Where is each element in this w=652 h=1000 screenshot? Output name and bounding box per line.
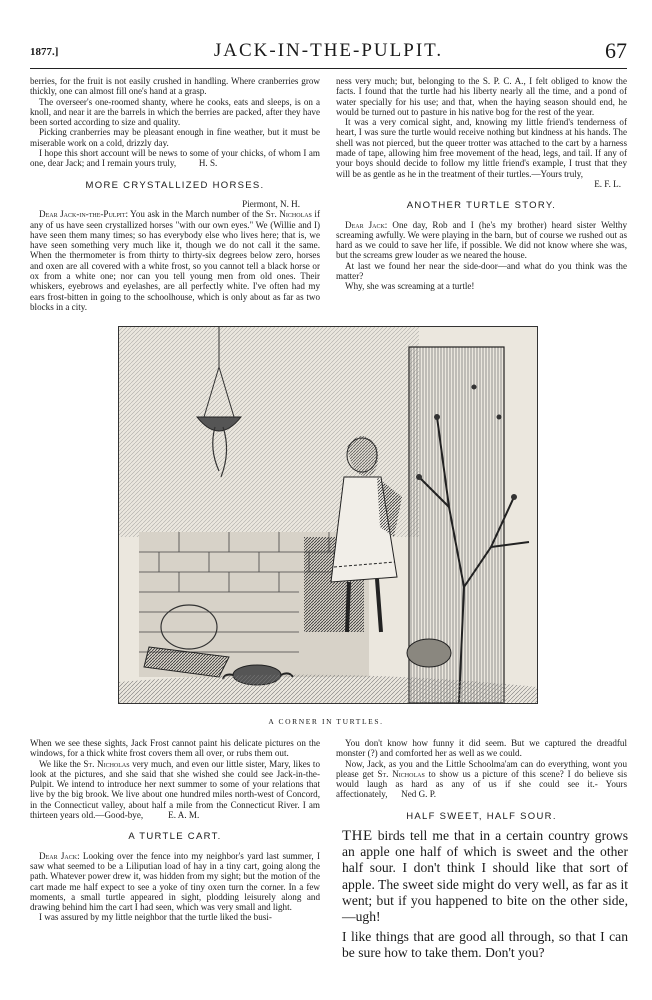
illustration-corner-in-turtles — [118, 326, 538, 704]
signature: Ned G. P. — [401, 789, 437, 800]
signature: E. A. M. — [168, 810, 200, 821]
right-column-bottom — [336, 738, 627, 830]
paragraph: When we see these sights, Jack Frost cannot paint his delicate pictures on the windows, for a thick white frost covers them all over, or rubs them out. — [30, 738, 320, 759]
magazine-name: St. Nicholas — [265, 209, 312, 220]
paragraph-text: birds tell me that in a certain country grows an apple one half of which is sweet and the other half sour. I don't think I should like that sort of apple. The sweet side might do very well, as far as it went; but if you happened to bite on the other side,—ugh! — [342, 828, 628, 925]
page-number: 67 — [605, 38, 627, 63]
paragraph-text: You ask in the March number of the — [127, 209, 266, 220]
paragraph: ness very much; but, belonging to the S. P. C. A., I felt obliged to know the facts. I found that the turtle had his liberty nearly all the time, and a pond of water specially for his use; and that, when the haying season should end, he would be turned out to pasture in his native bog for the rest of the year. — [336, 76, 627, 117]
paragraph: It was a very comical sight, and, knowing my little friend's tenderness of heart, I was sure the turtle would receive nothing but kindness at his hands. The shell was not pierced, but the queer trotter was attached to the cart by a harness made of tape, allowing him free movement of the head, legs, and tail. If any of your boys should decide to follow my little friend's example, I trust that they will be as gentle as he in the treatment of their turtles.—Yours truly, — [336, 117, 627, 179]
paragraph — [30, 759, 320, 821]
engraving-illustration — [119, 327, 537, 703]
paragraph-text: Now, Jack, as you and the Little Schoolma'am can do everything, wont you please get — [336, 758, 627, 779]
paragraph — [342, 828, 628, 925]
salutation: Dear Jack: — [39, 850, 80, 861]
figure-caption: A CORNER IN TURTLES. — [268, 717, 384, 726]
paragraph: berries, for the fruit is not easily crushed in handling. Where cranberries grow thickly, one can almost fill one's hand at a grasp. — [30, 76, 320, 97]
paragraph-text: very much, and even our little sister, Mary, likes to look at the pictures, and she said that she wished she could see Jack-in-the-Pulpit. We intend to introduce her next summer to some of your relations that live by the big brook. We live about one hundred miles north-west of Concord, in the Connecticut valley, about half a mile from the Connecticut River. I am thirteen years old.—Good-bye, — [30, 758, 320, 821]
magazine-name: St. Nicholas — [377, 768, 425, 779]
section-heading: A TURTLE CART. — [128, 831, 222, 843]
paragraph: I was assured by my little neighbor that the turtle liked the busi- — [39, 912, 272, 923]
section-heading: ANOTHER TURTLE STORY. — [406, 200, 557, 212]
paragraph: You don't know how funny it did seem. But we captured the dreadful monster (?) and comforted her as well as we could. — [336, 738, 627, 759]
paragraph: Picking cranberries may be pleasant enough in fine weather, but it must be miserable work on a cold, drizzly day. — [30, 127, 320, 148]
paragraph-text: Looking over the fence into my neighbor's yard last summer, I saw what seemed to be a Liliputian load of hay in a tiny cart, going along the path. Whatever power drew it, was hidden from my sight; but the motion of the cart made me half expect to see a yoke of tiny oxen turn the corner. In a few moments, a small turtle appeared in sight, plodding leisurely along and drawing behind him the cart I had seen, which was very small and light. — [30, 850, 320, 913]
letter-place: Piermont, N. H. — [242, 198, 300, 209]
header-rule — [30, 68, 627, 69]
paragraph: At last we found her near the side-door—and what do you think was the matter? — [336, 260, 627, 282]
paragraph: The overseer's one-roomed shanty, where he cooks, eats and sleeps, is on a knoll, and near it are the barrels in which the berries are packed, after they have been sorted according to size and quality. — [30, 96, 320, 128]
paragraph — [30, 209, 320, 312]
page-header — [30, 40, 627, 66]
paragraph — [30, 851, 320, 913]
signature: E. F. L. — [594, 178, 621, 189]
paragraph — [336, 220, 627, 261]
left-column-top — [30, 76, 320, 312]
section-heading: HALF SWEET, HALF SOUR. — [406, 810, 557, 822]
paragraph-text: if any of us have seen crystallized horses "with our own eyes." We (Willie and I) have seen them many times; so has everybody else who lives here; that is, we have seen something very much like it, though we do not call it the same. When the thermometer is from thirty to thirty-six degrees below zero, horses and oxen are all covered with a white frost, so you cannot tell a black horse or ox from a white one; nor can you tell young men from old ones. Their whiskers, eyebrows and eyelashes, are all perfectly white. I've often had my ears frost-bitten in going to the schoolhouse, which is only about as far as two blocks in a city. — [30, 209, 320, 312]
right-column-top — [336, 76, 627, 292]
paragraph-text: I hope this short account will be news to some of your chicks, of whom I am one, dear Jack; and I remain yours truly, — [30, 148, 320, 169]
salutation: Dear Jack: — [345, 219, 388, 230]
left-column-bottom — [30, 738, 320, 923]
initial-word: THE — [342, 828, 373, 844]
paragraph: Why, she was screaming at a turtle! — [345, 281, 475, 292]
paragraph-text: We like the — [39, 758, 84, 769]
salutation: Dear Jack-in-the-Pulpit: — [39, 209, 128, 220]
paragraph-text: One day, Rob and I (he's my brother) heard sister Welthy screaming awfully. We were playing in the barn, but of course we rushed out as hard as we could to save her life, if possible. We did not know where she was, but the screams grew louder as we neared the house. — [336, 219, 627, 261]
half-sweet-half-sour-text — [342, 828, 628, 962]
paragraph: I like things that are good all through, so that I can be sure how to take them. Don't you? — [342, 929, 628, 961]
paragraph-text: to show us a picture of this scene? I do believe sis would laugh as hard as any of us if she could see it.- Yours affectionately, — [336, 768, 627, 800]
header-year: 1877.] — [30, 46, 59, 58]
section-heading: MORE CRYSTALLIZED HORSES. — [85, 179, 265, 191]
paragraph — [336, 759, 627, 800]
paragraph — [30, 148, 320, 169]
signature: H. S. — [198, 158, 218, 169]
magazine-name: St. Nicholas — [83, 758, 130, 769]
header-title: JACK-IN-THE-PULPIT. — [213, 40, 444, 61]
